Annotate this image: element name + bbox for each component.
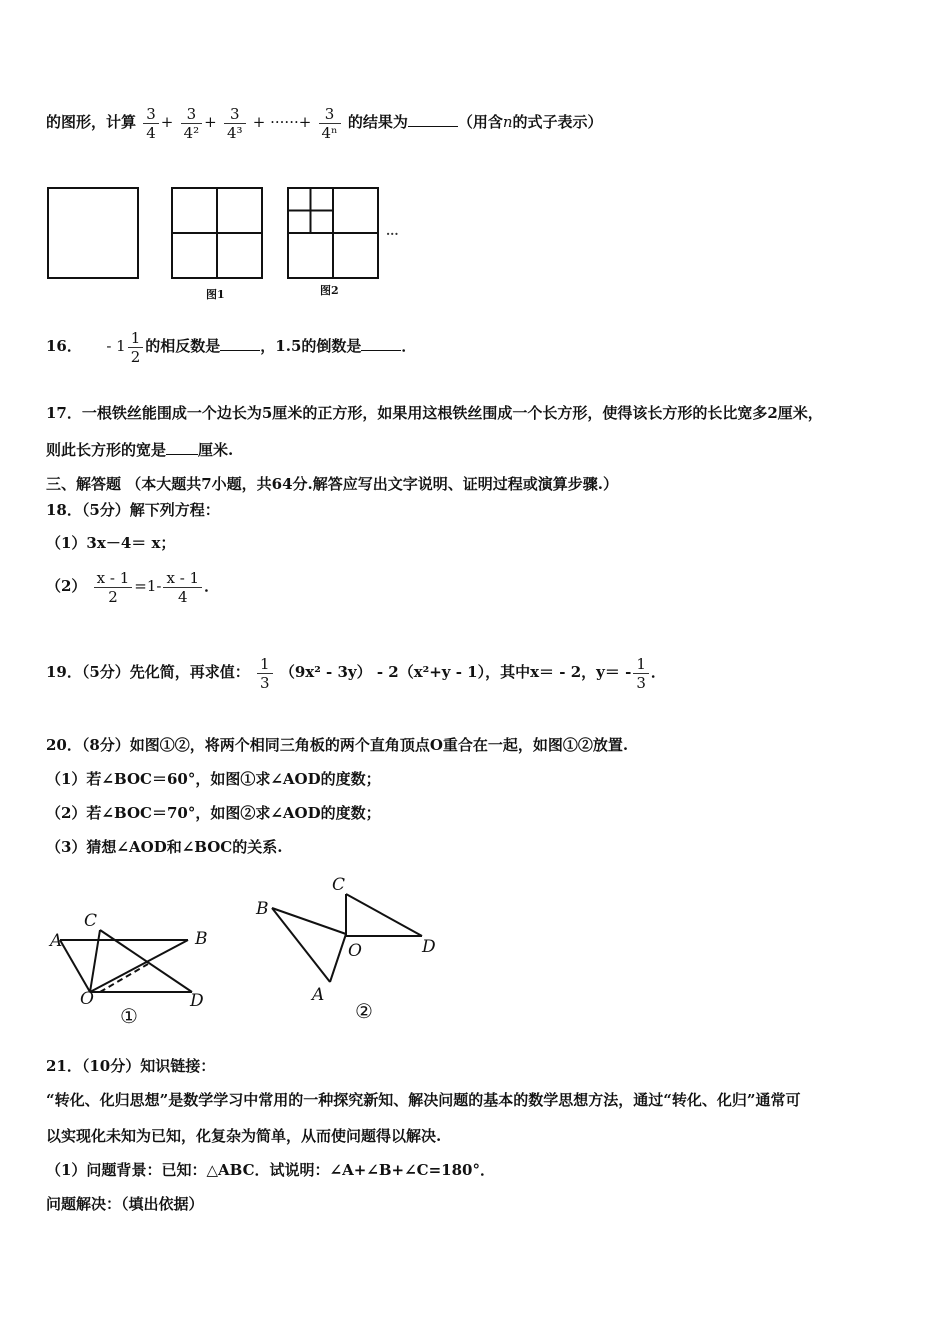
answer-blank <box>408 114 458 127</box>
q17-line-2: 则此长方形的宽是 厘米. <box>46 441 234 459</box>
fig2-label-D: D <box>422 937 436 957</box>
fig2-label-A: A <box>312 985 325 1005</box>
q16-line: 16． - 1 $\frac{1}{2}$ 的相反数是 ，1.5的倒数是 ． <box>46 328 417 366</box>
fig1-label-O: O <box>80 989 94 1009</box>
q19-frac-2: $\frac{1}{3}$ <box>633 655 649 692</box>
fig2-label-B: B <box>256 899 269 919</box>
fig-label-2: 图2 <box>320 284 339 297</box>
triangle-figures <box>40 872 460 1032</box>
q15-term-n: $\frac{3}{\text{4ⁿ}}$ <box>319 105 341 142</box>
squares-figure <box>44 184 424 304</box>
q21-part1: （1）问题背景：已知：△ABC．试说明：∠A+∠B+∠C=180°． <box>46 1161 495 1179</box>
ellipsis: ··· <box>386 227 399 241</box>
square-0 <box>48 188 138 278</box>
q15-prefix: 的图形，计算 <box>46 113 137 131</box>
q18-frac-2: $\frac{x - 1}{4}$ <box>163 569 202 606</box>
square-1 <box>172 188 262 278</box>
q18-head: 18．（5分）解下列方程： <box>46 501 220 519</box>
q15-term-3: $\frac{3}{\text{4³}}$ <box>224 105 246 142</box>
figure-1 <box>60 930 192 992</box>
fig1-label-B: B <box>195 929 208 949</box>
fig2-label-O: O <box>348 941 362 961</box>
q19-frac-1: $\frac{1}{3}$ <box>257 655 273 692</box>
fig-label-1: 图1 <box>206 288 225 301</box>
q20-part2: （2）若∠BOC＝70°，如图②求∠AOD的度数； <box>46 804 381 822</box>
q20-part1: （1）若∠BOC＝60°，如图①求∠AOD的度数； <box>46 770 381 788</box>
q18-part2: （2） $\frac{x - 1}{2}$ =1- $\frac{x - 1}{4}$ ． <box>46 568 220 606</box>
fig2-label-C: C <box>332 875 346 895</box>
q17-line-1: 17．一根铁丝能围成一个边长为5厘米的正方形，如果用这根铁丝围成一个长方形，使得该长方形的长比宽多2厘米， <box>46 404 823 422</box>
fig1-circle-label: ① <box>120 1004 138 1028</box>
q19-line: 19．（5分）先化简，再求值： $\frac{1}{3}$ （9x² - 3y） - 2（x²+y - 1），其中x＝ - 2，y＝ - $\frac{1}{3}$ ． <box>46 654 666 692</box>
q21-line-1: “转化、化归思想”是数学学习中常用的一种探究新知、解决问题的基本的数学思想方法，通过“转化、化归”通常可 <box>46 1091 801 1109</box>
q18-part1: （1）3x－4＝ x； <box>46 534 176 552</box>
q16-whole: - 1 <box>106 337 126 355</box>
section-heading: 三、解答题 （本大题共7小题，共64分.解答应写出文字说明、证明过程或演算步骤.） <box>46 475 618 493</box>
q15-term-1: $\frac{3}{4}$ <box>143 105 159 142</box>
q16-number: 16． <box>46 337 82 355</box>
fig1-label-D: D <box>190 991 204 1011</box>
q21-line-2: 以实现化未知为已知，化复杂为简单，从而使问题得以解决. <box>46 1127 442 1145</box>
q15-dots: + ······+ <box>252 113 312 131</box>
q18-frac-1: $\frac{x - 1}{2}$ <box>94 569 133 606</box>
q20-part3: （3）猜想∠AOD和∠BOC的关系. <box>46 838 283 856</box>
q16-fraction: $\frac{1}{2}$ <box>128 329 144 366</box>
q21-part2: 问题解决：（填出依据） <box>46 1195 204 1213</box>
q20-head: 20．（8分）如图①②，将两个相同三角板的两个直角顶点O重合在一起，如图①②放置. <box>46 736 629 754</box>
fig1-label-C: C <box>84 911 98 931</box>
fig1-label-A: A <box>50 931 63 951</box>
q15-term-2: $\frac{3}{\text{4²}}$ <box>181 105 203 142</box>
figure-2 <box>272 894 422 982</box>
q15-line: 的图形，计算 $\frac{3}{4}$ + $\frac{3}{\text{4²}}$ + $\frac{3}{\text{4³}}$ + ······+ $\frac{3}{\text{4ⁿ}}$ 的结果为 （用含n的式子表示） <box>46 104 603 142</box>
square-2 <box>288 188 378 278</box>
fig2-circle-label: ② <box>355 999 373 1023</box>
q21-head: 21．（10分）知识链接： <box>46 1057 216 1075</box>
